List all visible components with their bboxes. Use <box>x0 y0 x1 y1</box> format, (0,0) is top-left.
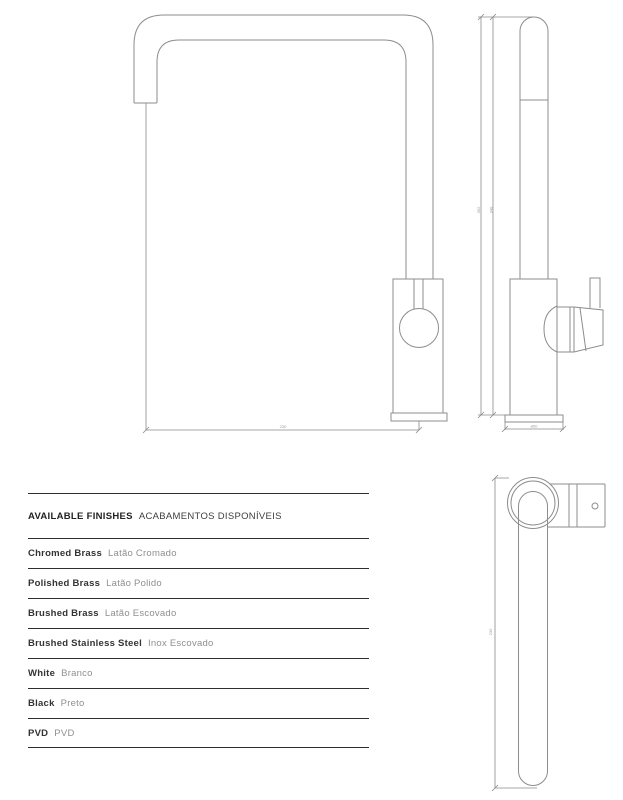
finish-name-pt: Branco <box>61 668 93 679</box>
side-base-flange <box>505 415 563 422</box>
finish-name-pt: Latão Escovado <box>104 608 177 619</box>
top-handle-block <box>548 484 605 527</box>
finish-name-pt: Latão Cromado <box>108 548 177 559</box>
finish-row-black <box>28 688 369 718</box>
finish-row-white <box>28 658 369 688</box>
top-base-circle <box>508 478 559 529</box>
top-view-drawing <box>488 475 605 791</box>
front-spout-inner-line <box>157 40 406 279</box>
finish-name-pt: Preto <box>60 698 85 709</box>
finish-row-brushed-stainless-steel <box>28 628 369 658</box>
front-spout-outer-line <box>134 15 433 279</box>
finish-name-pt: Latão Polido <box>106 578 162 589</box>
front-dimension-width-label: 230 <box>279 424 287 429</box>
finishes-header-en: AVAILABLE FINISHES <box>28 510 133 522</box>
side-dimension-height-outer-label: 392 <box>476 206 481 214</box>
finish-name-pt: Inox Escovado <box>147 638 214 649</box>
side-handle-bulge <box>544 306 557 352</box>
finish-name-en: White <box>28 668 56 679</box>
front-dimension-width <box>143 103 422 433</box>
finish-name-pt: PVD <box>54 727 75 739</box>
finishes-header-pt: ACABAMENTOS DISPONÍVEIS <box>138 510 282 522</box>
side-handle-collar <box>557 307 574 352</box>
side-dimension-heights <box>476 14 533 418</box>
top-dimension-depth-label: 230 <box>488 628 493 636</box>
side-handle-lever-edge <box>580 308 586 351</box>
front-base-flange <box>391 413 447 421</box>
finish-row-pvd <box>28 718 369 748</box>
finish-row-chromed-brass <box>28 538 369 568</box>
side-dimension-height-inner-label: 340 <box>488 206 494 214</box>
finish-name-en: Brushed Stainless Steel <box>28 638 142 649</box>
side-dimension-base <box>502 422 566 432</box>
top-body-circle <box>511 481 555 525</box>
front-view-drawing <box>134 15 447 433</box>
top-handle-screw-hole <box>592 503 598 509</box>
front-body <box>393 279 443 413</box>
top-dimension-depth <box>488 475 537 791</box>
side-dimension-base-label: ø50 <box>530 423 538 429</box>
finish-row-polished-brass <box>28 568 369 598</box>
side-handle-stem <box>590 278 600 308</box>
finish-name-en: Polished Brass <box>28 578 101 589</box>
side-handle <box>544 278 603 352</box>
top-handle <box>548 484 605 527</box>
finish-name-en: PVD <box>28 727 49 739</box>
finish-name-en: Chromed Brass <box>28 548 102 559</box>
front-cartridge-lines <box>414 279 423 309</box>
top-spout-tube <box>519 492 548 786</box>
finish-row-brushed-brass <box>28 598 369 628</box>
side-handle-lever <box>574 307 603 352</box>
front-handle-circle <box>400 309 439 348</box>
finishes-table <box>28 493 369 748</box>
finish-name-en: Brushed Brass <box>28 608 99 619</box>
side-spout-column <box>520 17 548 279</box>
side-view-drawing <box>476 14 603 432</box>
finishes-table-header <box>28 493 369 538</box>
finish-name-en: Black <box>28 698 55 709</box>
